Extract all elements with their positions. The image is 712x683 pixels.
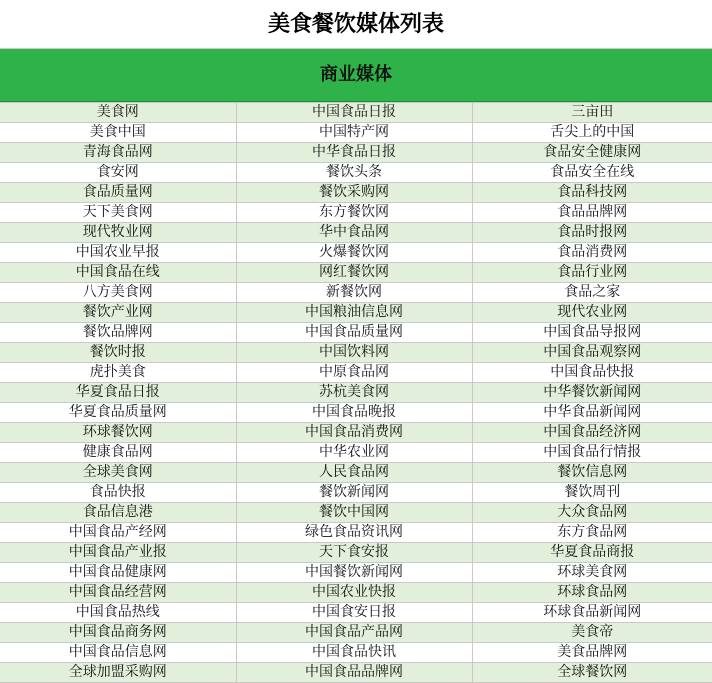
table-cell: 网红餐饮网 bbox=[236, 263, 472, 283]
table-cell: 健康食品网 bbox=[0, 443, 236, 463]
table-row bbox=[0, 283, 712, 303]
table-cell: 中华农业网 bbox=[236, 443, 472, 463]
table-cell: 中国食品产业报 bbox=[0, 543, 236, 563]
table-cell: 餐饮时报 bbox=[0, 343, 236, 363]
table-cell: 全球餐饮网 bbox=[472, 663, 712, 683]
table-cell: 现代农业网 bbox=[472, 303, 712, 323]
table-cell: 华夏食品日报 bbox=[0, 383, 236, 403]
table-cell: 八方美食网 bbox=[0, 283, 236, 303]
table-cell: 中国农业早报 bbox=[0, 243, 236, 263]
table-cell: 餐饮周刊 bbox=[472, 483, 712, 503]
table-cell: 中国食品热线 bbox=[0, 603, 236, 623]
table-cell: 餐饮采购网 bbox=[236, 183, 472, 203]
table-cell: 美食网 bbox=[0, 103, 236, 123]
table-cell: 食品品牌网 bbox=[472, 203, 712, 223]
table-row bbox=[0, 383, 712, 403]
page-title: 美食餐饮媒体列表 bbox=[0, 0, 712, 49]
table-cell: 中国粮油信息网 bbox=[236, 303, 472, 323]
table-cell: 中国食品经济网 bbox=[472, 423, 712, 443]
table-row bbox=[0, 423, 712, 443]
table-cell: 食品快报 bbox=[0, 483, 236, 503]
table-cell: 中国食品经营网 bbox=[0, 583, 236, 603]
table-row bbox=[0, 623, 712, 643]
table-row bbox=[0, 463, 712, 483]
table-row bbox=[0, 323, 712, 343]
table-cell: 天下美食网 bbox=[0, 203, 236, 223]
table-cell: 绿色食品资讯网 bbox=[236, 523, 472, 543]
table-row bbox=[0, 103, 712, 123]
table-cell: 食品之家 bbox=[472, 283, 712, 303]
table-row bbox=[0, 543, 712, 563]
table-cell: 华中食品网 bbox=[236, 223, 472, 243]
table-cell: 中国食品健康网 bbox=[0, 563, 236, 583]
table-cell: 中国食品商务网 bbox=[0, 623, 236, 643]
table-cell: 现代牧业网 bbox=[0, 223, 236, 243]
table-cell: 东方食品网 bbox=[472, 523, 712, 543]
table-cell: 美食中国 bbox=[0, 123, 236, 143]
table-row bbox=[0, 403, 712, 423]
table-cell: 中华食品日报 bbox=[236, 143, 472, 163]
table-row bbox=[0, 503, 712, 523]
table-cell: 食品信息港 bbox=[0, 503, 236, 523]
table-cell: 中国食品快讯 bbox=[236, 643, 472, 663]
table-cell: 中国农业快报 bbox=[236, 583, 472, 603]
table-row bbox=[0, 483, 712, 503]
table-cell: 新餐饮网 bbox=[236, 283, 472, 303]
table-cell: 中国食品行情报 bbox=[472, 443, 712, 463]
table-cell: 食品行业网 bbox=[472, 263, 712, 283]
table-cell: 全球美食网 bbox=[0, 463, 236, 483]
table-cell: 大众食品网 bbox=[472, 503, 712, 523]
table-cell: 中国食品消费网 bbox=[236, 423, 472, 443]
table-cell: 青海食品网 bbox=[0, 143, 236, 163]
table-cell: 华夏食品质量网 bbox=[0, 403, 236, 423]
table-cell: 中国食品日报 bbox=[236, 103, 472, 123]
table-cell: 中华食品新闻网 bbox=[472, 403, 712, 423]
table-cell: 餐饮头条 bbox=[236, 163, 472, 183]
table-cell: 美食品牌网 bbox=[472, 643, 712, 663]
table-row bbox=[0, 443, 712, 463]
table-row bbox=[0, 563, 712, 583]
table-row bbox=[0, 223, 712, 243]
table-cell: 食品时报网 bbox=[472, 223, 712, 243]
table-cell: 食安网 bbox=[0, 163, 236, 183]
table-cell: 餐饮中国网 bbox=[236, 503, 472, 523]
table-cell: 食品安全在线 bbox=[472, 163, 712, 183]
media-table bbox=[0, 102, 712, 683]
table-cell: 中国餐饮新闻网 bbox=[236, 563, 472, 583]
table-cell: 中国食安日报 bbox=[236, 603, 472, 623]
table-cell: 中国食品信息网 bbox=[0, 643, 236, 663]
table-row bbox=[0, 263, 712, 283]
table-cell: 中国食品质量网 bbox=[236, 323, 472, 343]
table-cell: 餐饮品牌网 bbox=[0, 323, 236, 343]
table-cell: 中国饮料网 bbox=[236, 343, 472, 363]
table-cell: 中华餐饮新闻网 bbox=[472, 383, 712, 403]
table-row bbox=[0, 363, 712, 383]
table-cell: 人民食品网 bbox=[236, 463, 472, 483]
table-cell: 美食帝 bbox=[472, 623, 712, 643]
table-cell: 中国食品在线 bbox=[0, 263, 236, 283]
table-cell: 餐饮信息网 bbox=[472, 463, 712, 483]
table-cell: 环球餐饮网 bbox=[0, 423, 236, 443]
table-cell: 天下食安报 bbox=[236, 543, 472, 563]
table-cell: 三亩田 bbox=[472, 103, 712, 123]
table-row bbox=[0, 523, 712, 543]
table-row bbox=[0, 123, 712, 143]
table-cell: 食品安全健康网 bbox=[472, 143, 712, 163]
table-cell: 环球美食网 bbox=[472, 563, 712, 583]
table-cell: 中国食品快报 bbox=[472, 363, 712, 383]
table-cell: 东方餐饮网 bbox=[236, 203, 472, 223]
table-cell: 火爆餐饮网 bbox=[236, 243, 472, 263]
table-cell: 全球加盟采购网 bbox=[0, 663, 236, 683]
table-cell: 舌尖上的中国 bbox=[472, 123, 712, 143]
table-cell: 中国食品导报网 bbox=[472, 323, 712, 343]
table-row bbox=[0, 603, 712, 623]
table-row bbox=[0, 303, 712, 323]
table-cell: 中国特产网 bbox=[236, 123, 472, 143]
table-cell: 食品消费网 bbox=[472, 243, 712, 263]
section-header-commercial-media: 商业媒体 bbox=[0, 49, 712, 102]
table-row bbox=[0, 583, 712, 603]
table-cell: 苏杭美食网 bbox=[236, 383, 472, 403]
table-row bbox=[0, 643, 712, 663]
table-cell: 中国食品观察网 bbox=[472, 343, 712, 363]
table-cell: 食品科技网 bbox=[472, 183, 712, 203]
table-cell: 食品质量网 bbox=[0, 183, 236, 203]
media-table-body bbox=[0, 103, 712, 683]
table-cell: 中原食品网 bbox=[236, 363, 472, 383]
table-cell: 环球食品网 bbox=[472, 583, 712, 603]
table-cell: 虎扑美食 bbox=[0, 363, 236, 383]
table-cell: 华夏食品商报 bbox=[472, 543, 712, 563]
table-cell: 餐饮产业网 bbox=[0, 303, 236, 323]
table-cell: 中国食品产品网 bbox=[236, 623, 472, 643]
table-row bbox=[0, 203, 712, 223]
table-row bbox=[0, 143, 712, 163]
table-cell: 中国食品晚报 bbox=[236, 403, 472, 423]
table-row bbox=[0, 343, 712, 363]
table-row bbox=[0, 243, 712, 263]
table-cell: 中国食品产经网 bbox=[0, 523, 236, 543]
table-row bbox=[0, 183, 712, 203]
table-cell: 环球食品新闻网 bbox=[472, 603, 712, 623]
table-cell: 中国食品品牌网 bbox=[236, 663, 472, 683]
table-cell: 餐饮新闻网 bbox=[236, 483, 472, 503]
table-row bbox=[0, 163, 712, 183]
